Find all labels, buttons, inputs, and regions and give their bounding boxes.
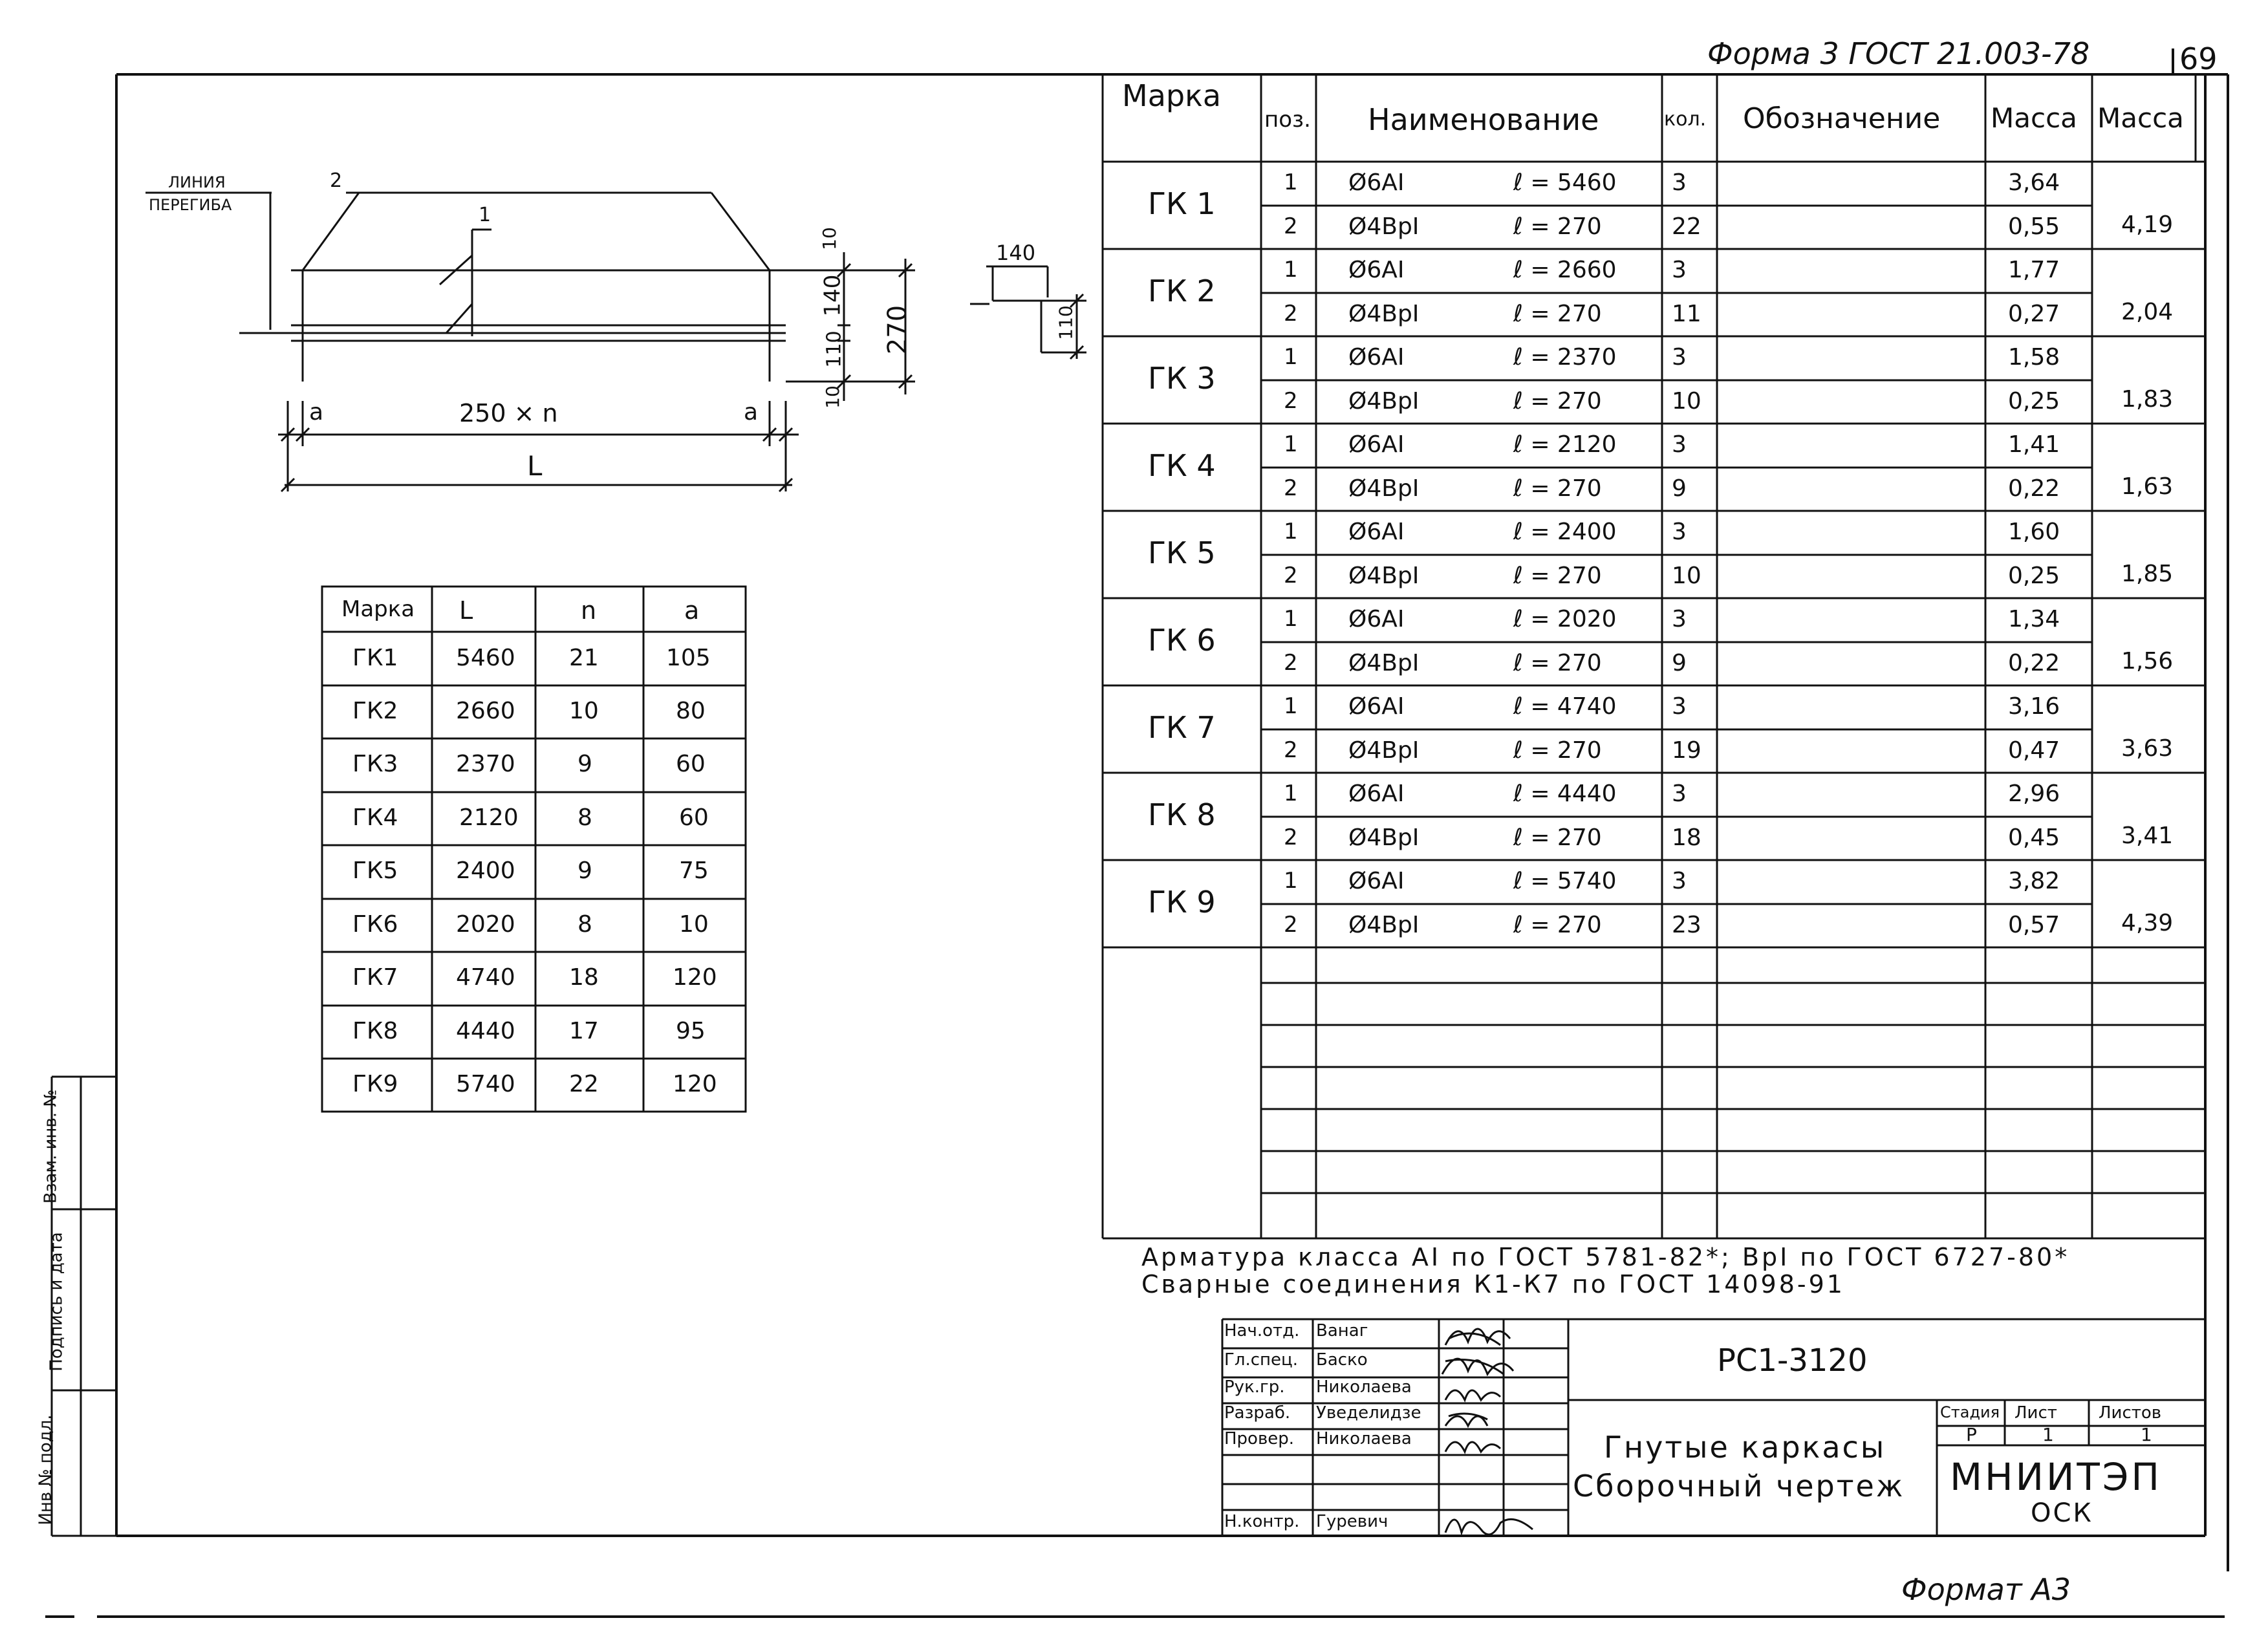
spec-header-name: Наименование bbox=[1368, 102, 1599, 137]
spec-qty: 3 bbox=[1672, 693, 1687, 720]
spec-mark: ГК 7 bbox=[1148, 710, 1216, 745]
spec-header-mass-1: Масса bbox=[1991, 102, 2077, 134]
dim-140: 140 bbox=[819, 274, 846, 317]
param-cell: 2120 bbox=[459, 804, 519, 831]
spec-mass: 0,55 bbox=[2008, 213, 2060, 240]
spec-pos: 2 bbox=[1284, 737, 1298, 763]
title-role: Нач.отд. bbox=[1224, 1321, 1300, 1341]
dim-L: L bbox=[527, 450, 543, 482]
spec-qty: 3 bbox=[1672, 868, 1687, 894]
spec-diameter: Ø4BpI bbox=[1348, 301, 1420, 327]
spec-mass: 0,25 bbox=[2008, 388, 2060, 415]
spec-diameter: Ø6AI bbox=[1348, 868, 1405, 894]
param-cell: 60 bbox=[679, 804, 709, 831]
param-cell: 9 bbox=[578, 857, 592, 884]
spec-length: ℓ = 270 bbox=[1513, 475, 1602, 502]
title-role: Гл.спец. bbox=[1224, 1350, 1298, 1370]
spec-total-mass: 2,04 bbox=[2121, 299, 2174, 325]
spec-pos: 2 bbox=[1284, 213, 1298, 239]
title-name: Баско bbox=[1316, 1350, 1368, 1370]
spec-mass: 0,47 bbox=[2008, 737, 2060, 764]
param-cell: 2400 bbox=[456, 857, 515, 884]
spec-diameter: Ø4BpI bbox=[1348, 912, 1420, 938]
param-cell: 4440 bbox=[456, 1018, 515, 1044]
spec-length: ℓ = 270 bbox=[1513, 650, 1602, 676]
param-cell: 80 bbox=[676, 698, 706, 724]
title-name: Николаева bbox=[1316, 1429, 1412, 1449]
dim-pitch: 250 × n bbox=[459, 399, 558, 427]
signatures bbox=[1442, 1329, 1533, 1535]
param-header-L: L bbox=[459, 596, 473, 625]
param-cell: ГК7 bbox=[352, 964, 398, 991]
spec-total-mass: 3,41 bbox=[2121, 823, 2174, 849]
spec-qty: 10 bbox=[1672, 563, 1701, 589]
spec-mark: ГК 8 bbox=[1148, 797, 1216, 832]
sheet-value: 1 bbox=[2042, 1424, 2054, 1445]
spec-total-mass: 1,56 bbox=[2121, 648, 2174, 674]
sheet-label: Лист bbox=[2014, 1403, 2057, 1423]
side-stamp-sign-date: Подпись и дата bbox=[47, 1232, 67, 1372]
spec-length: ℓ = 270 bbox=[1513, 301, 1602, 327]
param-cell: ГК2 bbox=[352, 698, 398, 724]
spec-mark: ГК 3 bbox=[1148, 361, 1216, 396]
spec-qty: 11 bbox=[1672, 301, 1701, 327]
param-cell: 5460 bbox=[456, 645, 515, 671]
bend-line-label: ЛИНИЯ bbox=[168, 173, 226, 191]
spec-total-mass: 4,39 bbox=[2121, 910, 2174, 936]
spec-mark: ГК 1 bbox=[1148, 186, 1216, 221]
spec-diameter: Ø4BpI bbox=[1348, 213, 1420, 240]
spec-qty: 9 bbox=[1672, 475, 1687, 502]
spec-qty: 19 bbox=[1672, 737, 1701, 764]
spec-pos: 2 bbox=[1284, 824, 1298, 850]
spec-qty: 10 bbox=[1672, 388, 1701, 415]
spec-mass: 0,27 bbox=[2008, 301, 2060, 327]
spec-pos: 1 bbox=[1284, 257, 1298, 283]
spec-length: ℓ = 270 bbox=[1513, 213, 1602, 240]
spec-diameter: Ø6AI bbox=[1348, 606, 1405, 632]
title-role: Н.контр. bbox=[1224, 1512, 1300, 1531]
spec-header-qty: кол. bbox=[1664, 108, 1707, 131]
side-stamp-inv-podl: Инв № подл. bbox=[36, 1414, 56, 1525]
spec-length: ℓ = 5740 bbox=[1513, 868, 1617, 894]
form-label: Форма 3 ГОСТ 21.003-78 bbox=[1707, 36, 2090, 71]
detail-dim-140: 140 bbox=[996, 241, 1036, 265]
param-cell: 4740 bbox=[456, 964, 515, 991]
dim-10-top: 10 bbox=[818, 227, 840, 250]
title-line-2: Сборочный чертеж bbox=[1573, 1469, 1905, 1503]
spec-qty: 3 bbox=[1672, 431, 1687, 458]
spec-mass: 1,34 bbox=[2008, 606, 2060, 632]
param-header-mark: Марка bbox=[341, 596, 415, 622]
spec-length: ℓ = 270 bbox=[1513, 388, 1602, 415]
spec-total-mass: 1,85 bbox=[2121, 561, 2174, 587]
param-cell: ГК8 bbox=[352, 1018, 398, 1044]
param-cell: 18 bbox=[569, 964, 599, 991]
spec-mass: 0,57 bbox=[2008, 912, 2060, 938]
param-cell: 75 bbox=[679, 857, 709, 884]
spec-total-mass: 1,83 bbox=[2121, 386, 2174, 413]
title-name: Николаева bbox=[1316, 1377, 1412, 1397]
spec-length: ℓ = 4740 bbox=[1513, 693, 1617, 720]
spec-qty: 23 bbox=[1672, 912, 1701, 938]
title-role: Провер. bbox=[1224, 1429, 1295, 1449]
spec-pos: 1 bbox=[1284, 693, 1298, 719]
spec-pos: 2 bbox=[1284, 475, 1298, 501]
spec-total-mass: 4,19 bbox=[2121, 211, 2174, 238]
spec-qty: 3 bbox=[1672, 781, 1687, 807]
dim-a-left: a bbox=[309, 399, 324, 426]
param-cell: 60 bbox=[676, 751, 706, 777]
param-header-n: n bbox=[581, 596, 597, 625]
spec-mass: 2,96 bbox=[2008, 781, 2060, 807]
title-name: Уведелидзе bbox=[1316, 1403, 1421, 1423]
title-role: Разраб. bbox=[1224, 1403, 1291, 1423]
spec-qty: 3 bbox=[1672, 519, 1687, 545]
param-cell: 10 bbox=[679, 911, 709, 938]
spec-pos: 1 bbox=[1284, 431, 1298, 457]
spec-diameter: Ø4BpI bbox=[1348, 824, 1420, 851]
param-cell: 8 bbox=[578, 911, 592, 938]
spec-pos: 2 bbox=[1284, 388, 1298, 414]
spec-mark: ГК 5 bbox=[1148, 535, 1216, 570]
spec-pos: 1 bbox=[1284, 868, 1298, 894]
param-cell: 9 bbox=[578, 751, 592, 777]
spec-pos: 2 bbox=[1284, 563, 1298, 588]
detail-dim-110: 110 bbox=[1055, 305, 1077, 340]
title-role: Рук.гр. bbox=[1224, 1377, 1285, 1397]
spec-diameter: Ø4BpI bbox=[1348, 563, 1420, 589]
spec-pos: 1 bbox=[1284, 519, 1298, 544]
param-cell: 95 bbox=[676, 1018, 706, 1044]
position-1-label: 1 bbox=[479, 204, 491, 226]
spec-mark: ГК 4 bbox=[1148, 448, 1216, 483]
spec-diameter: Ø4BpI bbox=[1348, 737, 1420, 764]
spec-diameter: Ø4BpI bbox=[1348, 650, 1420, 676]
param-cell: 2660 bbox=[456, 698, 515, 724]
param-cell: ГК9 bbox=[352, 1071, 398, 1097]
spec-pos: 1 bbox=[1284, 606, 1298, 632]
spec-mass: 1,77 bbox=[2008, 257, 2060, 283]
param-cell: 105 bbox=[666, 645, 711, 671]
note-welding: Сварные соединения К1-К7 по ГОСТ 14098-91 bbox=[1141, 1270, 1845, 1298]
spec-diameter: Ø4BpI bbox=[1348, 388, 1420, 415]
sheets-label: Листов bbox=[2099, 1403, 2162, 1423]
spec-length: ℓ = 270 bbox=[1513, 737, 1602, 764]
spec-total-mass: 1,63 bbox=[2121, 473, 2174, 500]
spec-mark: ГК 2 bbox=[1148, 274, 1216, 308]
param-cell: 5740 bbox=[456, 1071, 515, 1097]
spec-qty: 3 bbox=[1672, 257, 1687, 283]
param-cell: 17 bbox=[569, 1018, 599, 1044]
spec-pos: 1 bbox=[1284, 781, 1298, 806]
spec-length: ℓ = 2120 bbox=[1513, 431, 1617, 458]
spec-mass: 1,60 bbox=[2008, 519, 2060, 545]
spec-qty: 3 bbox=[1672, 169, 1687, 196]
spec-length: ℓ = 2020 bbox=[1513, 606, 1617, 632]
format-label: Формат А3 bbox=[1901, 1572, 2071, 1607]
spec-mass: 1,58 bbox=[2008, 344, 2060, 371]
spec-diameter: Ø6AI bbox=[1348, 344, 1405, 371]
position-2-label: 2 bbox=[330, 169, 343, 192]
spec-length: ℓ = 2400 bbox=[1513, 519, 1617, 545]
spec-qty: 22 bbox=[1672, 213, 1701, 240]
param-cell: ГК1 bbox=[352, 645, 398, 671]
spec-mass: 3,16 bbox=[2008, 693, 2060, 720]
param-cell: 8 bbox=[578, 804, 592, 831]
spec-header-pos: поз. bbox=[1264, 107, 1311, 133]
spec-length: ℓ = 4440 bbox=[1513, 781, 1617, 807]
spec-diameter: Ø4BpI bbox=[1348, 475, 1420, 502]
spec-header-designation: Обозначение bbox=[1743, 102, 1941, 135]
param-cell: 10 bbox=[569, 698, 599, 724]
title-name: Ванаг bbox=[1316, 1321, 1368, 1341]
spec-diameter: Ø6AI bbox=[1348, 257, 1405, 283]
organization-name: МНИИТЭП bbox=[1950, 1455, 2162, 1499]
spec-mass: 0,22 bbox=[2008, 475, 2060, 502]
spec-mass: 3,82 bbox=[2008, 868, 2060, 894]
spec-total-mass: 3,63 bbox=[2121, 735, 2174, 762]
sheets-value: 1 bbox=[2141, 1424, 2152, 1445]
param-cell: ГК5 bbox=[352, 857, 398, 884]
doc-code: РС1-3120 bbox=[1717, 1342, 1868, 1379]
spec-header-mass-2: Масса bbox=[2097, 102, 2184, 134]
param-cell: 21 bbox=[569, 645, 599, 671]
param-cell: 120 bbox=[673, 964, 717, 991]
param-cell: ГК6 bbox=[352, 911, 398, 938]
param-cell: 2370 bbox=[456, 751, 515, 777]
title-line-1: Гнутые каркасы bbox=[1604, 1430, 1886, 1465]
param-cell: 22 bbox=[569, 1071, 599, 1097]
spec-qty: 3 bbox=[1672, 606, 1687, 632]
spec-pos: 2 bbox=[1284, 912, 1298, 938]
spec-qty: 9 bbox=[1672, 650, 1687, 676]
spec-qty: 18 bbox=[1672, 824, 1701, 851]
spec-length: ℓ = 5460 bbox=[1513, 169, 1617, 196]
spec-diameter: Ø6AI bbox=[1348, 519, 1405, 545]
spec-pos: 1 bbox=[1284, 169, 1298, 195]
dim-270: 270 bbox=[883, 305, 913, 355]
param-cell: ГК3 bbox=[352, 751, 398, 777]
spec-length: ℓ = 270 bbox=[1513, 912, 1602, 938]
spec-length: ℓ = 2370 bbox=[1513, 344, 1617, 371]
spec-mass: 3,64 bbox=[2008, 169, 2060, 196]
note-reinforcement: Арматура класса AI по ГОСТ 5781-82*; BpI по ГОСТ 6727-80* bbox=[1141, 1243, 2070, 1271]
spec-diameter: Ø6AI bbox=[1348, 781, 1405, 807]
param-cell: 120 bbox=[673, 1071, 717, 1097]
side-stamp-vzam-inv: Взам. инв. № bbox=[41, 1089, 61, 1204]
param-cell: 2020 bbox=[456, 911, 515, 938]
spec-pos: 2 bbox=[1284, 650, 1298, 676]
spec-mass: 0,45 bbox=[2008, 824, 2060, 851]
spec-length: ℓ = 2660 bbox=[1513, 257, 1617, 283]
bend-line-label-2: ПЕРЕГИБА bbox=[149, 196, 232, 214]
spec-mass: 1,41 bbox=[2008, 431, 2060, 458]
sheet-number: 69 bbox=[2179, 41, 2218, 76]
stage-value: Р bbox=[1966, 1424, 1977, 1445]
dim-110: 110 bbox=[823, 330, 846, 368]
param-header-a: a bbox=[684, 596, 700, 625]
spec-mass: 0,22 bbox=[2008, 650, 2060, 676]
title-name: Гуревич bbox=[1316, 1512, 1388, 1531]
organization-subdivision: ОСК bbox=[2031, 1498, 2093, 1528]
spec-header-mark: Марка bbox=[1122, 78, 1222, 113]
spec-mark: ГК 9 bbox=[1148, 885, 1216, 920]
stage-label: Стадия bbox=[1940, 1403, 2000, 1421]
spec-mass: 0,25 bbox=[2008, 563, 2060, 589]
spec-length: ℓ = 270 bbox=[1513, 824, 1602, 851]
spec-diameter: Ø6AI bbox=[1348, 431, 1405, 458]
spec-mark: ГК 6 bbox=[1148, 623, 1216, 658]
spec-diameter: Ø6AI bbox=[1348, 169, 1405, 196]
dim-a-right: a bbox=[744, 399, 759, 426]
spec-pos: 1 bbox=[1284, 344, 1298, 370]
spec-pos: 2 bbox=[1284, 301, 1298, 327]
spec-length: ℓ = 270 bbox=[1513, 563, 1602, 589]
dim-10-bottom: 10 bbox=[821, 385, 843, 409]
spec-diameter: Ø6AI bbox=[1348, 693, 1405, 720]
spec-qty: 3 bbox=[1672, 344, 1687, 371]
param-cell: ГК4 bbox=[352, 804, 398, 831]
